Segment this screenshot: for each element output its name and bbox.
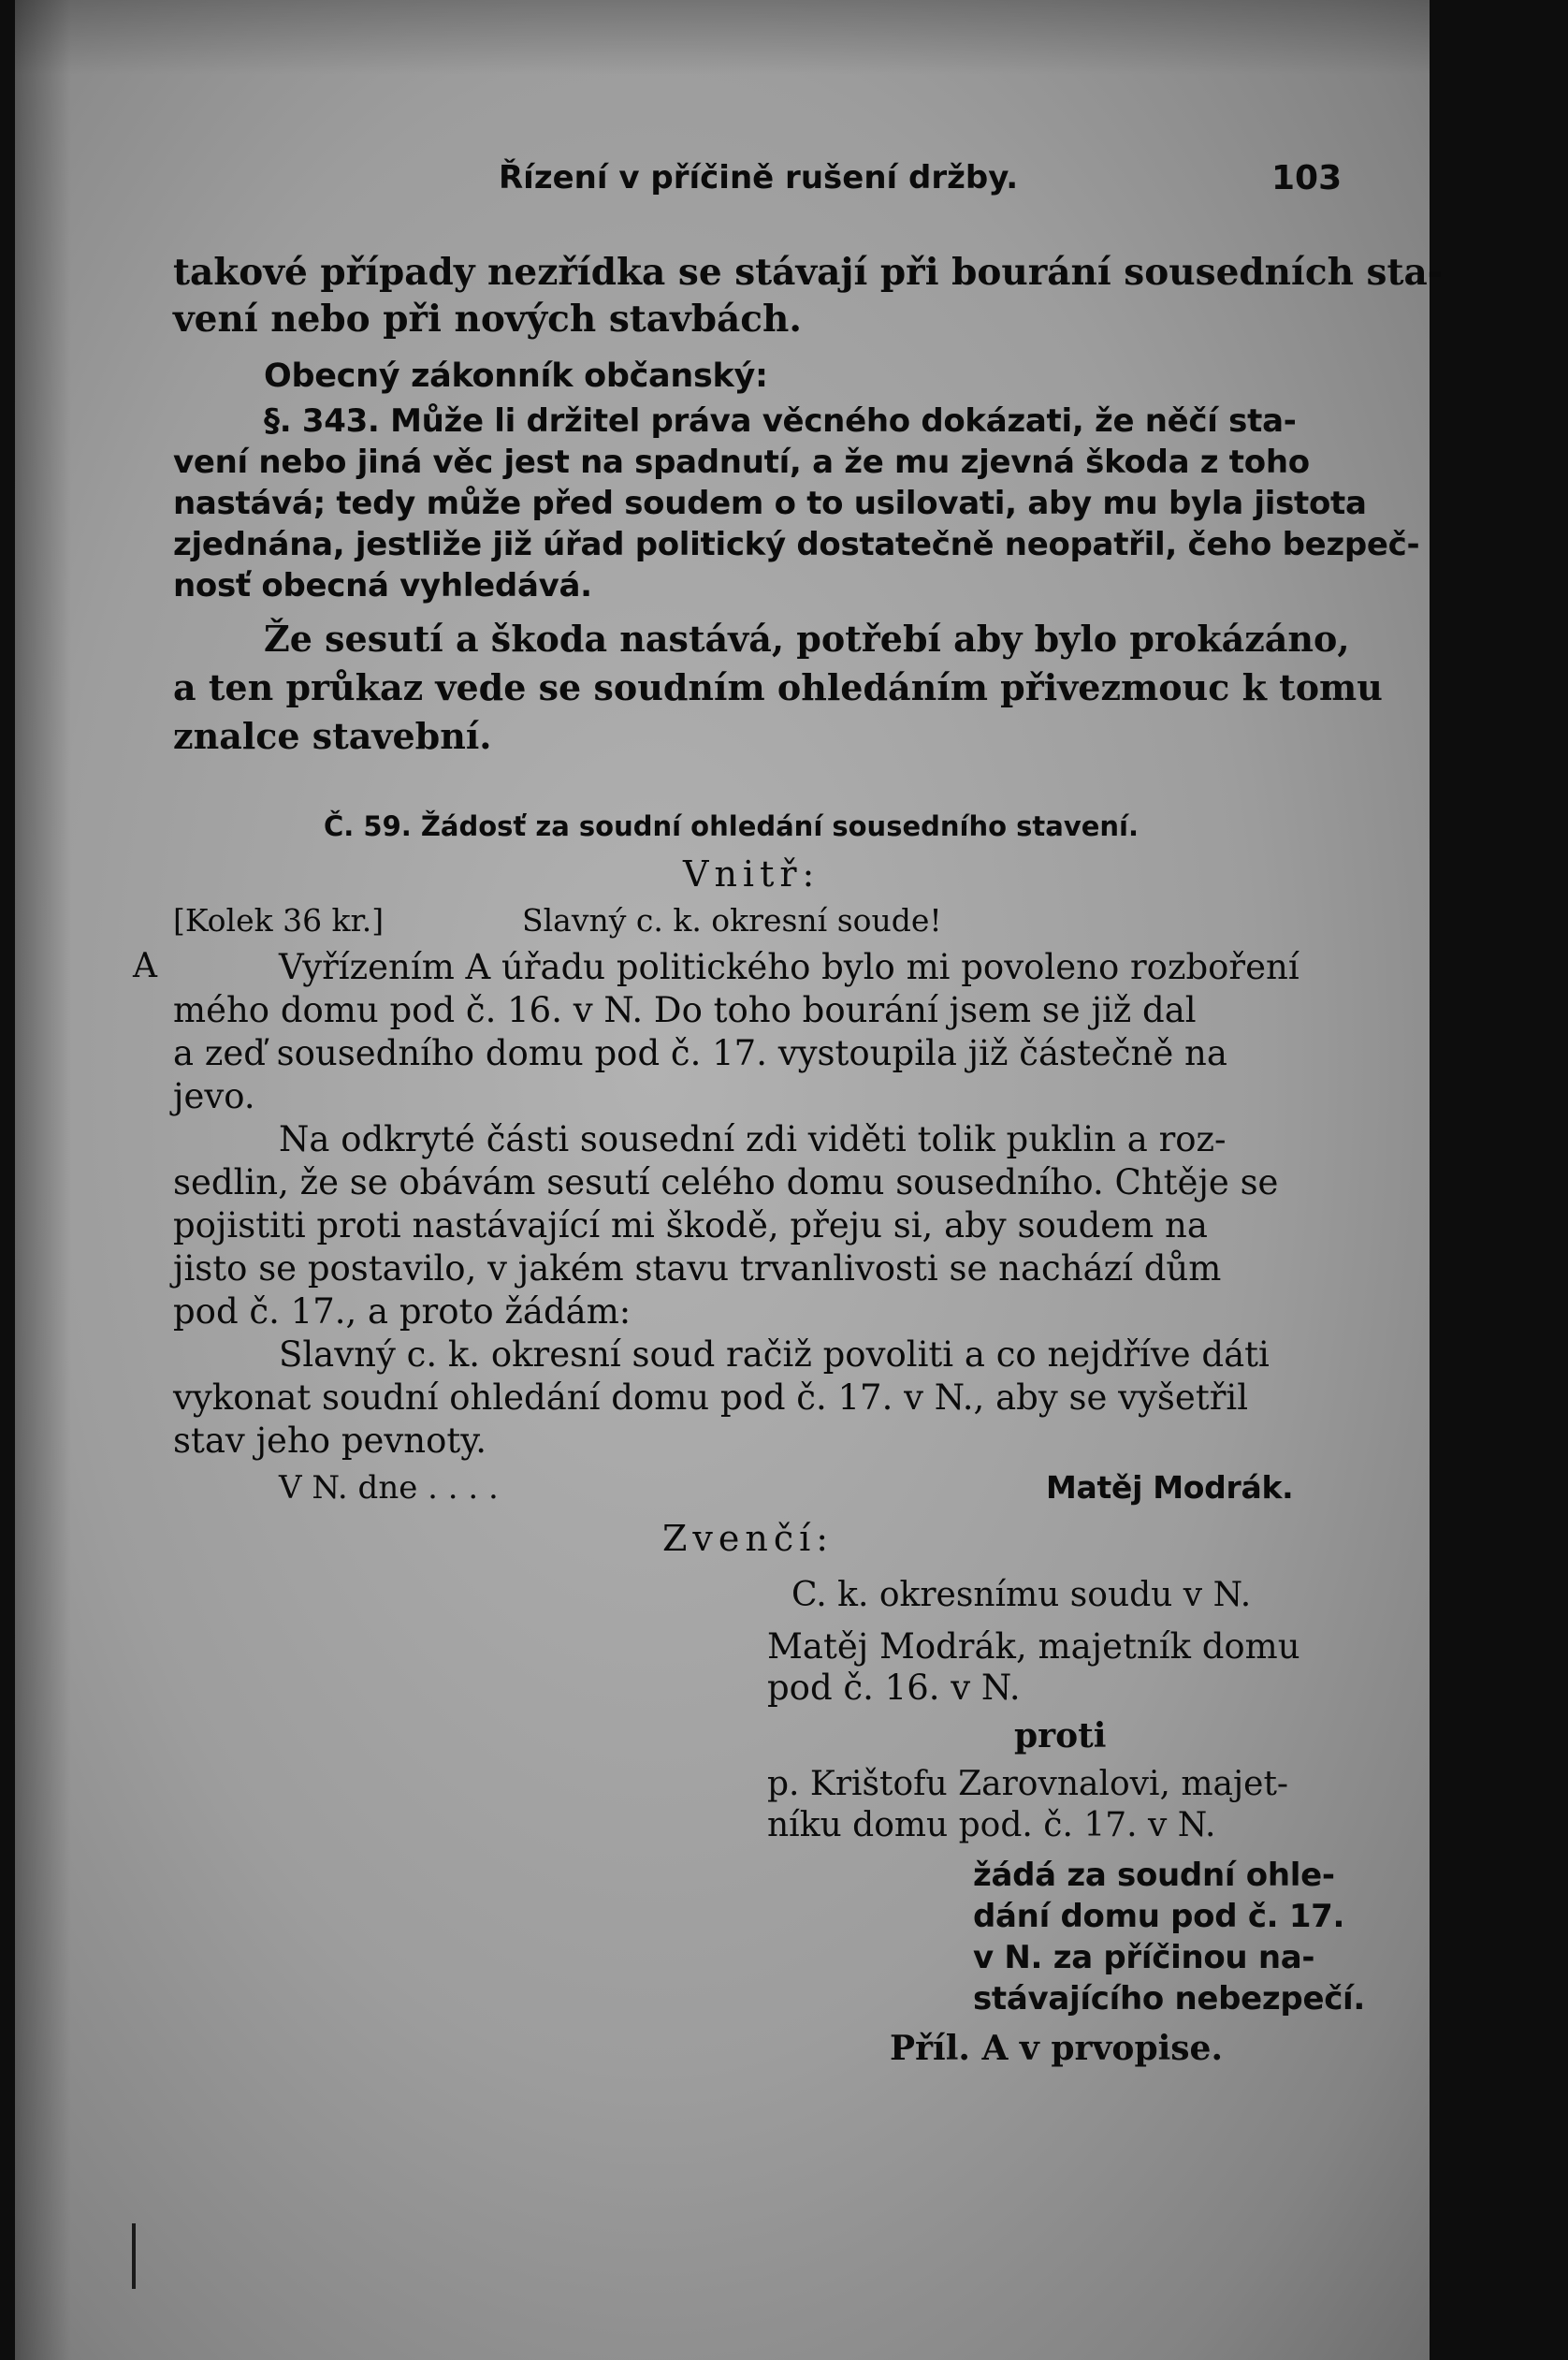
page-shadow-top (15, 0, 1430, 75)
stamp-note: [Kolek 36 kr.] (173, 902, 385, 939)
petitioner-line: pod č. 16. v N. (767, 1668, 1021, 1708)
inside-label: Vnitř: (683, 853, 820, 895)
margin-mark: A (133, 947, 157, 985)
form-body-line: Vyřízením A úřadu politického bylo mi povoleno rozboření (279, 947, 1299, 987)
petitioner-line: Matěj Modrák, majetník domu (767, 1626, 1300, 1667)
page-number: 103 (1271, 159, 1343, 197)
paragraph-line: a ten průkaz vede se soudním ohledáním přivezmouc k tomu (173, 666, 1383, 708)
bottom-margin-mark (132, 2223, 136, 2289)
form-body-line: jisto se postavilo, v jakém stavu trvanlivosti se nachází dům (173, 1248, 1222, 1289)
form-body-line: a zeď sousedního domu pod č. 17. vystoupila již částečně na (173, 1033, 1227, 1073)
place-date: V N. dne . . . . (279, 1469, 499, 1507)
form-body-line: jevo. (173, 1076, 255, 1116)
paragraph-line: vení nebo při nových stavbách. (173, 298, 802, 341)
request-line: stávajícího nebezpečí. (973, 1980, 1366, 2018)
salutation: Slavný c. k. okresní soude! (522, 902, 942, 939)
form-body-line: pojistiti proti nastávající mi škodě, přeju si, aby soudem na (173, 1205, 1208, 1246)
form-body-line: stav jeho pevnoty. (173, 1420, 487, 1461)
running-header: Řízení v příčině rušení držby. (499, 159, 1019, 197)
versus: proti (1014, 1716, 1107, 1755)
form-body-line: Slavný c. k. okresní soud račiž povoliti a co nejdříve dáti (279, 1334, 1270, 1375)
request-line: v N. za příčinou na- (973, 1939, 1315, 1976)
form-body-line: pod č. 17., a proto žádám: (173, 1291, 632, 1332)
form-body-line: Na odkryté části sousední zdi viděti tolik puklin a roz- (279, 1119, 1227, 1159)
form-heading: Č. 59. Žádosť za soudní ohledání sousedního stavení. (324, 810, 1140, 842)
attachment-note: Příl. A v prvopise. (890, 2029, 1223, 2068)
signature: Matěj Modrák. (1046, 1469, 1294, 1506)
form-body-line: sedlin, že se obávám sesutí celého domu sousedního. Chtěje se (173, 1162, 1279, 1202)
form-body-line: mého domu pod č. 16. v N. Do toho bourání jsem se již dal (173, 990, 1197, 1030)
code-title: Obecný zákonník občanský: (264, 357, 768, 395)
request-line: dání domu pod č. 17. (973, 1898, 1345, 1935)
section-line: zjednána, jestliže již úřad politický dostatečně neopatřil, čeho bezpeč- (173, 526, 1420, 563)
page-shadow-left (15, 0, 71, 2360)
book-page (15, 0, 1443, 2360)
respondent-line: p. Krištofu Zarovnalovi, majet- (767, 1765, 1289, 1803)
request-line: žádá za soudní ohle- (973, 1857, 1335, 1894)
respondent-line: níku domu pod. č. 17. v N. (767, 1806, 1216, 1844)
section-line: nosť obecná vyhledává. (173, 567, 592, 605)
paragraph-line: Že sesutí a škoda nastává, potřebí aby bylo prokázáno, (264, 618, 1350, 660)
outside-label: Zvenčí: (662, 1518, 835, 1559)
paragraph-line: takové případy nezřídka se stávají při bourání sousedních sta- (173, 251, 1443, 294)
form-body-line: vykonat soudní ohledání domu pod č. 17. v N., aby se vyšetřil (173, 1377, 1249, 1418)
section-line: vení nebo jiná věc jest na spadnutí, a že mu zjevná škoda z toho (173, 444, 1310, 481)
addressee: C. k. okresnímu soudu v N. (791, 1576, 1252, 1614)
paragraph-line: znalce stavební. (173, 715, 492, 757)
section-line: §. 343. Může li držitel práva věcného dokázati, že něčí sta- (264, 402, 1297, 440)
section-line: nastává; tedy může před soudem o to usilovati, aby mu byla jistota (173, 485, 1367, 522)
